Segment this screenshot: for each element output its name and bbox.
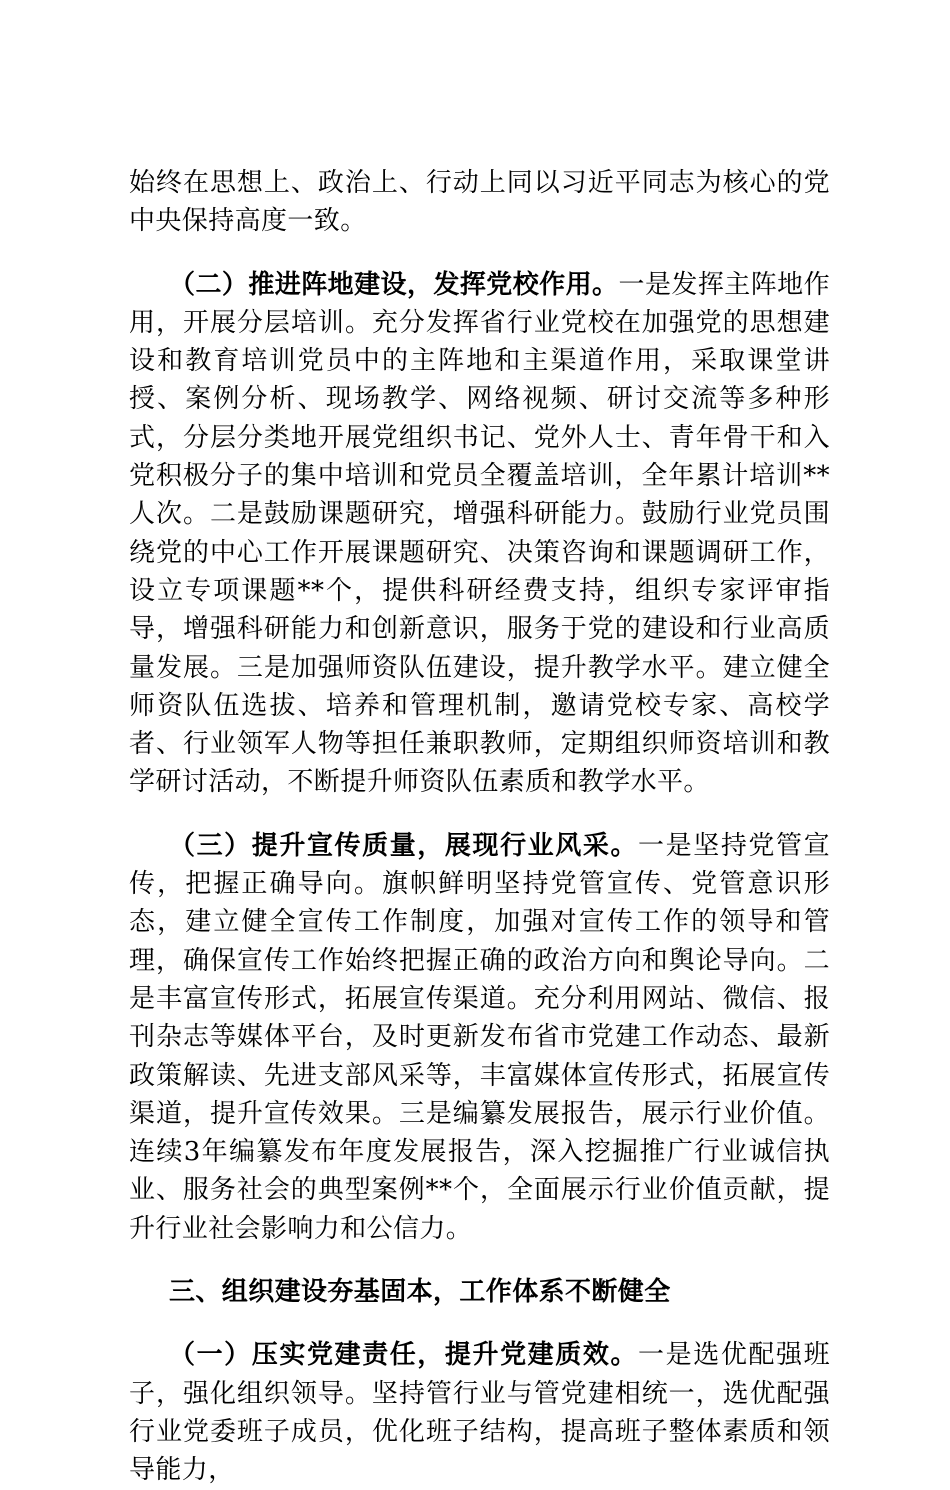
- section-3-lead: （三）提升宣传质量，展现行业风采。: [169, 830, 639, 861]
- section-4-paragraph: [129, 1336, 830, 1489]
- section-3-paragraph: [129, 827, 830, 1248]
- continuation-paragraph: 始终在思想上、政治上、行动上同以习近平同志为核心的党中央保持高度一致。: [129, 168, 830, 237]
- chapter-heading: 三、组织建设夯基固本，工作体系不断健全: [169, 1277, 671, 1308]
- section-2-lead: （二）推进阵地建设，发挥党校作用。: [169, 269, 619, 300]
- section-3-body: 一是坚持党管宣传，把握正确导向。旗帜鲜明坚持党管宣传、党管意识形态，建立健全宣传工作制度，加强对宣传工作的领导和管理，确保宣传工作始终把握正确的政治方向和舆论导向。二是丰富宣传形式，拓展宣传渠道。充分利用网站、微信、报刊杂志等媒体平台，及时更新发布省市党建工作动态、最新政策解读、先进支部风采等，丰富媒体宣传形式，拓展宣传渠道，提升宣传效果。三是编纂发展报告，展示行业价值。连续3年编纂发布年度发展报告，深入挖掘推广行业诚信执业、服务社会的典型案例**个，全面展示行业价值贡献，提升行业社会影响力和公信力。: [129, 830, 830, 1244]
- section-4-lead: （一）压实党建责任，提升党建质效。: [169, 1340, 639, 1371]
- section-2-body: 一是发挥主阵地作用，开展分层培训。充分发挥省行业党校在加强党的思想建设和教育培训党员中的主阵地和主渠道作用，采取课堂讲授、案例分析、现场教学、网络视频、研讨交流等多种形式，分层分类地开展党组织书记、党外人士、青年骨干和入党积极分子的集中培训和党员全覆盖培训，全年累计培训**人次。二是鼓励课题研究，增强科研能力。鼓励行业党员围绕党的中心工作开展课题研究、决策咨询和课题调研工作，设立专项课题**个，提供科研经费支持，组织专家评审指导，增强科研能力和创新意识，服务于党的建设和行业高质量发展。三是加强师资队伍建设，提升教学水平。建立健全师资队伍选拔、培养和管理机制，邀请党校专家、高校学者、行业领军人物等担任兼职教师，定期组织师资培训和教学研讨活动，不断提升师资队伍素质和教学水平。: [129, 269, 830, 798]
- section-2-paragraph: [129, 266, 830, 802]
- document-body: [129, 164, 830, 1490]
- section-4-body: 一是选优配强班子，强化组织领导。坚持管行业与管党建相统一，选优配强行业党委班子成员，优化班子结构，提高班子整体素质和领导能力，: [129, 1340, 830, 1486]
